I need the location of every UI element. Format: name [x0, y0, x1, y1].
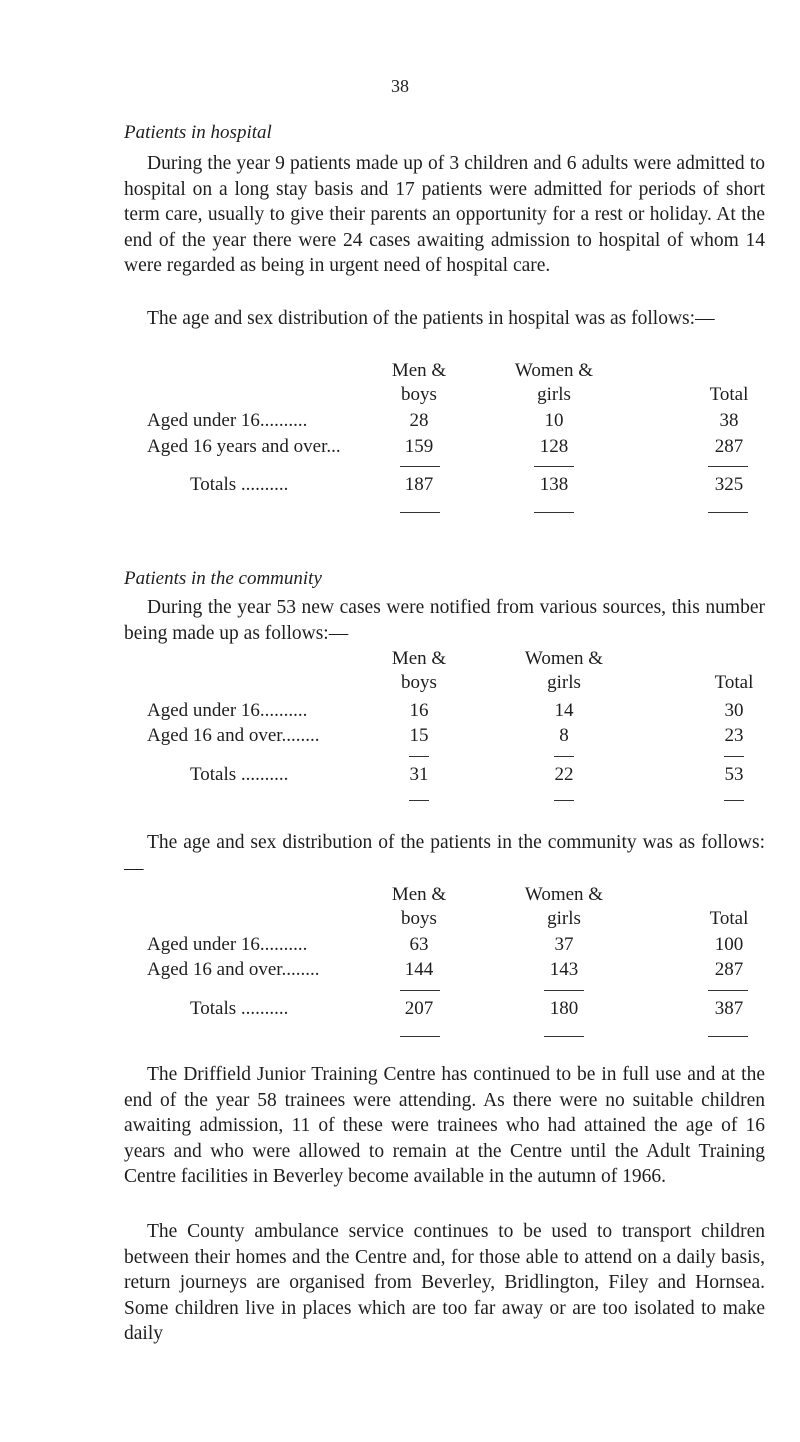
col-header-men: Men & — [391, 884, 447, 905]
community-paragraph-1: During the year 53 new cases were notified from various sources, this number being made up as follows:— — [124, 597, 765, 644]
row-label: Aged under 16.......... — [147, 934, 308, 955]
cell-women: 128 — [539, 436, 569, 457]
table-row — [124, 959, 784, 983]
cell-total: 325 — [714, 474, 744, 495]
cell-women: 8 — [559, 725, 569, 746]
table-row — [124, 725, 784, 749]
cell-women: 10 — [544, 410, 564, 431]
community-paragraph-2: The age and sex distribution of the patients in the community was as follows:— — [124, 832, 765, 879]
row-label: Aged under 16.......... — [147, 410, 308, 431]
table-totals-row — [124, 474, 784, 498]
total-rule — [708, 512, 748, 513]
cell-total: 287 — [714, 959, 744, 980]
cell-women: 22 — [554, 764, 574, 785]
cell-women: 143 — [549, 959, 579, 980]
cell-men: 16 — [409, 700, 429, 721]
table-header-row-2 — [124, 384, 784, 408]
total-rule — [534, 512, 574, 513]
hospital-paragraph-1: During the year 9 patients made up of 3 children and 6 adults were admitted to hospital on a long stay basis and 17 patients were admitted for periods of short term care, usually to give their parents an opportunity for a rest or holiday. At the end of the year there were 24 cases awaiting admission to hospital of whom 14 were regarded as being in urgent need of hospital care. — [124, 153, 765, 277]
col-header-total: Total — [714, 672, 754, 693]
col-header-women: Women & — [514, 360, 594, 381]
subtotal-rule — [400, 466, 440, 467]
row-label: Aged under 16.......... — [147, 700, 308, 721]
totals-label: Totals .......... — [190, 764, 289, 785]
cell-total: 387 — [714, 998, 744, 1019]
cell-total: 30 — [724, 700, 744, 721]
section-heading-community: Patients in the community — [124, 568, 322, 589]
total-rule — [724, 800, 744, 801]
subtotal-rule — [400, 990, 440, 991]
total-rule — [544, 1036, 584, 1037]
cell-men: 144 — [404, 959, 434, 980]
totals-label: Totals .......... — [190, 998, 289, 1019]
subtotal-rule — [554, 756, 574, 757]
page-number: 38 — [391, 76, 409, 96]
col-header-boys: boys — [401, 384, 437, 405]
col-header-total: Total — [709, 908, 749, 929]
col-header-men: Men & — [391, 360, 447, 381]
col-header-girls: girls — [537, 384, 571, 405]
table-row — [124, 934, 784, 958]
cell-women: 180 — [549, 998, 579, 1019]
table-header-row-2 — [124, 672, 784, 696]
row-label: Aged 16 years and over... — [147, 436, 341, 457]
cell-women: 14 — [554, 700, 574, 721]
total-rule — [708, 1036, 748, 1037]
section-heading-hospital: Patients in hospital — [124, 122, 272, 143]
subtotal-rule — [409, 756, 429, 757]
subtotal-rule — [724, 756, 744, 757]
table-row — [124, 700, 784, 724]
table-header-row-1 — [124, 648, 784, 672]
row-label: Aged 16 and over........ — [147, 725, 320, 746]
table-totals-row — [124, 764, 784, 788]
col-header-boys: boys — [401, 908, 437, 929]
community-paragraph-4: The County ambulance service continues to be used to transport children between their homes and the Centre and, for those able to attend on a daily basis, return journeys are organised from Beverley, Bridlington, Filey and Hornsea. Some children live in places which are too far away or are too isolated to make daily — [124, 1221, 765, 1345]
subtotal-rule — [544, 990, 584, 991]
table-row — [124, 436, 784, 460]
cell-men: 31 — [409, 764, 429, 785]
cell-men: 63 — [409, 934, 429, 955]
col-header-boys: boys — [401, 672, 437, 693]
col-header-women: Women & — [524, 884, 604, 905]
cell-men: 28 — [409, 410, 429, 431]
cell-total: 53 — [724, 764, 744, 785]
total-rule — [400, 512, 440, 513]
table-header-row-1 — [124, 884, 784, 908]
row-label: Aged 16 and over........ — [147, 959, 320, 980]
cell-men: 159 — [404, 436, 434, 457]
table-header-row-1 — [124, 360, 784, 384]
col-header-girls: girls — [547, 908, 581, 929]
cell-men: 207 — [404, 998, 434, 1019]
col-header-girls: girls — [547, 672, 581, 693]
hospital-paragraph-2: The age and sex distribution of the patients in hospital was as follows:— — [147, 308, 715, 329]
totals-label: Totals .......... — [190, 474, 289, 495]
subtotal-rule — [708, 990, 748, 991]
community-paragraph-3: The Driffield Junior Training Centre has continued to be in full use and at the end of the year 58 trainees were attending. As there were no suitable children awaiting admission, 11 of these were trainees who had attained the age of 16 years and who were allowed to remain at the Centre until the Adult Training Centre facilities in Beverley become available in the autumn of 1966. — [124, 1064, 765, 1188]
total-rule — [409, 800, 429, 801]
col-header-women: Women & — [524, 648, 604, 669]
cell-total: 38 — [719, 410, 739, 431]
col-header-total: Total — [709, 384, 749, 405]
cell-total: 100 — [714, 934, 744, 955]
total-rule — [400, 1036, 440, 1037]
table-totals-row — [124, 998, 784, 1022]
subtotal-rule — [708, 466, 748, 467]
cell-men: 15 — [409, 725, 429, 746]
col-header-men: Men & — [391, 648, 447, 669]
subtotal-rule — [534, 466, 574, 467]
cell-women: 138 — [539, 474, 569, 495]
table-header-row-2 — [124, 908, 784, 932]
total-rule — [554, 800, 574, 801]
cell-total: 287 — [714, 436, 744, 457]
cell-total: 23 — [724, 725, 744, 746]
cell-women: 37 — [554, 934, 574, 955]
cell-men: 187 — [404, 474, 434, 495]
table-row — [124, 410, 784, 434]
